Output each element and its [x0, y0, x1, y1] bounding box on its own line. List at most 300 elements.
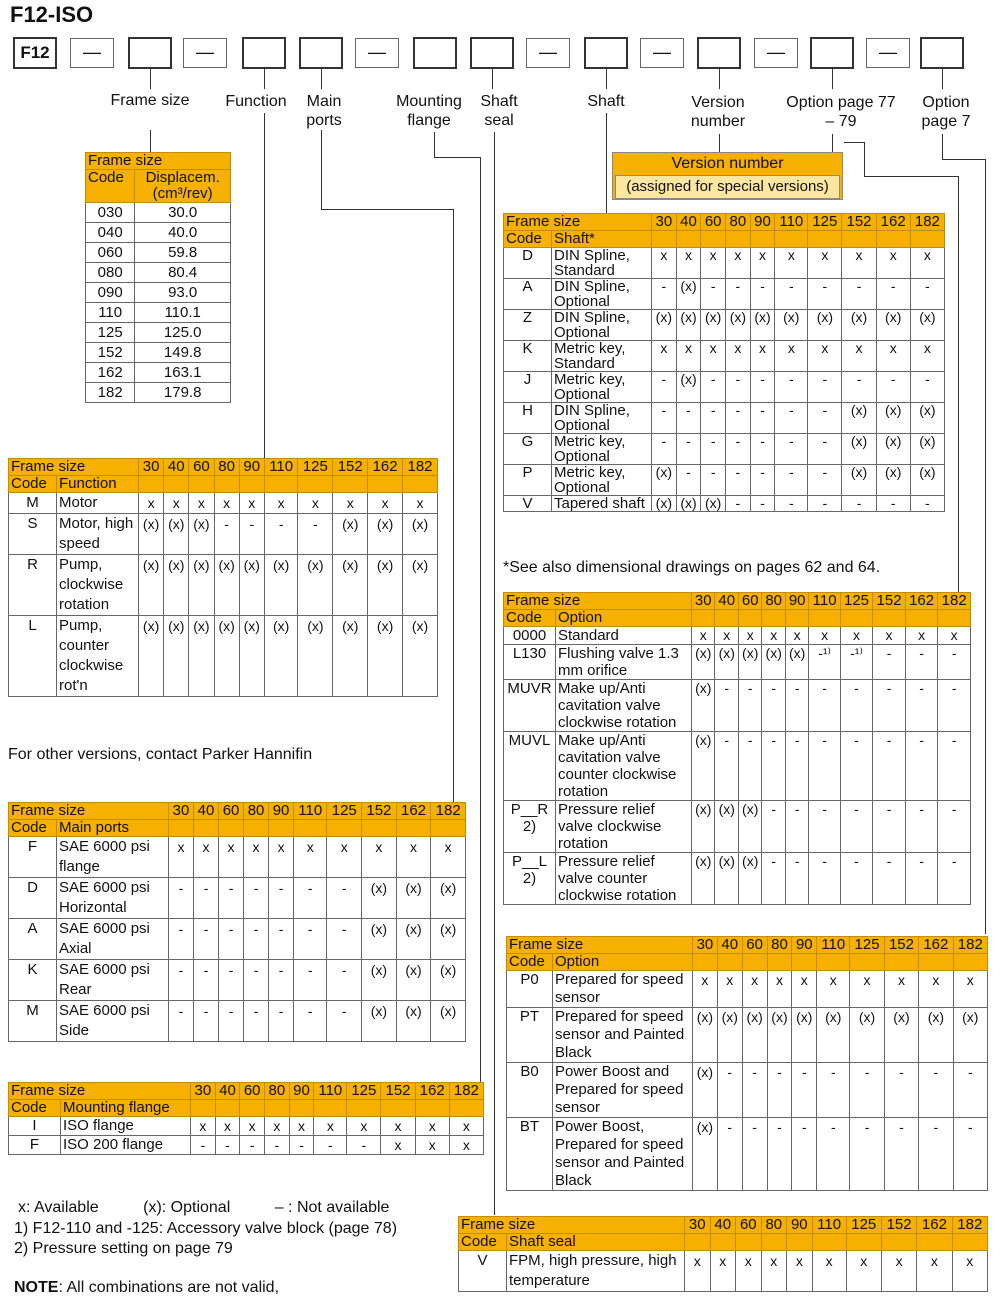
table-row — [9, 493, 438, 514]
row-value: - — [792, 1118, 817, 1191]
row-value: x — [189, 493, 214, 514]
size-header: 125 — [840, 593, 873, 610]
row-value: - — [842, 496, 876, 512]
row-value: x — [840, 627, 873, 645]
row-value: - — [817, 1118, 850, 1191]
row-value: x — [762, 627, 785, 645]
row-value: x — [219, 837, 244, 878]
row-value: x — [938, 627, 971, 645]
frame-table-title: Frame size — [86, 153, 231, 170]
row-value: (x) — [139, 555, 164, 616]
size-header: 182 — [403, 459, 438, 476]
row-value: (x) — [403, 616, 438, 697]
row-value: - — [919, 1063, 953, 1118]
row-value: -¹⁾ — [809, 645, 840, 680]
row-name: SAE 6000 psi Side — [57, 1001, 169, 1042]
row-value: - — [269, 878, 294, 919]
option2-table — [506, 936, 988, 1191]
table-row — [504, 627, 971, 645]
row-value: (x) — [692, 853, 715, 905]
row-value: x — [842, 341, 876, 372]
size-header: 162 — [919, 937, 953, 954]
size-header: 60 — [240, 1083, 265, 1100]
frame-row — [86, 203, 231, 223]
row-code: H — [504, 403, 552, 434]
size-header: 182 — [910, 214, 944, 231]
row-value: - — [785, 853, 808, 905]
row-value: - — [194, 919, 219, 960]
row-name: Standard — [556, 627, 692, 645]
table-row — [504, 853, 971, 905]
footnote-1: 1) F12-110 and -125: Accessory valve block (page 78) — [14, 1220, 398, 1237]
row-value: - — [905, 680, 938, 732]
frame-code: 125 — [86, 323, 135, 343]
frame-row — [86, 283, 231, 303]
row-value: - — [785, 680, 808, 732]
row-code: K — [504, 341, 552, 372]
option-header: Mounting flange — [61, 1100, 191, 1117]
table-row — [504, 372, 945, 403]
row-value: - — [169, 878, 194, 919]
legend-not-available: – : Not available — [274, 1199, 390, 1216]
row-value: - — [219, 878, 244, 919]
row-value: - — [808, 465, 842, 496]
size-header: 182 — [431, 803, 466, 820]
frame-displacement: 163.1 — [135, 363, 231, 383]
row-value: x — [169, 837, 194, 878]
option2-box — [920, 37, 964, 69]
row-value: - — [808, 496, 842, 512]
row-value: - — [775, 372, 808, 403]
row-value: - — [219, 1001, 244, 1042]
option1-table — [503, 592, 971, 905]
row-value: x — [787, 1251, 813, 1292]
page-title: F12-ISO — [10, 2, 94, 27]
frame-size-box — [128, 37, 172, 69]
row-value: - — [194, 878, 219, 919]
row-value: - — [808, 403, 842, 434]
contact-note: For other versions, contact Parker Hannifin — [8, 746, 313, 763]
size-header: 30 — [139, 459, 164, 476]
row-value: (x) — [431, 878, 466, 919]
dash-2: — — [183, 38, 227, 68]
frame-table-disp-header: Displacem. (cm³/rev) — [135, 170, 231, 203]
row-value: - — [775, 496, 808, 512]
row-value: - — [876, 279, 910, 310]
frame-row — [86, 383, 231, 403]
row-value: - — [265, 1136, 290, 1155]
row-value: (x) — [368, 616, 403, 697]
row-value: - — [294, 919, 327, 960]
row-value: x — [327, 837, 362, 878]
size-header: 125 — [808, 214, 842, 231]
row-value: x — [775, 248, 808, 279]
row-value: - — [809, 801, 840, 853]
size-header: 80 — [244, 803, 269, 820]
row-value: x — [919, 971, 953, 1008]
row-value: x — [194, 837, 219, 878]
option-header: Shaft seal — [507, 1234, 685, 1251]
row-name: Pump, clockwise rotation — [57, 555, 139, 616]
row-value: - — [938, 645, 971, 680]
row-value: - — [327, 878, 362, 919]
row-value: x — [240, 1117, 265, 1136]
row-value: (x) — [189, 555, 214, 616]
label-frame-size: Frame size — [110, 92, 190, 109]
row-value: x — [693, 971, 718, 1008]
row-value: x — [191, 1117, 216, 1136]
row-value: (x) — [876, 403, 910, 434]
row-code: Z — [504, 310, 552, 341]
size-header: 182 — [953, 937, 987, 954]
label-mounting-flange: Mounting flange — [396, 93, 462, 129]
row-value: (x) — [214, 616, 239, 697]
frame-displacement: 125.0 — [135, 323, 231, 343]
row-value: (x) — [808, 310, 842, 341]
size-header: 162 — [876, 214, 910, 231]
row-value: - — [873, 645, 906, 680]
row-value: x — [812, 1251, 846, 1292]
row-value: x — [905, 627, 938, 645]
row-value: (x) — [715, 645, 738, 680]
row-value: (x) — [692, 801, 715, 853]
option1-box — [810, 37, 854, 69]
row-name: Metric key, Optional — [552, 465, 652, 496]
size-header: 162 — [905, 593, 938, 610]
row-value: - — [742, 1063, 767, 1118]
row-value: - — [842, 372, 876, 403]
row-value: - — [884, 1118, 918, 1191]
row-name: Power Boost, Prepared for speed sensor and Painted Black — [553, 1118, 693, 1191]
row-value: (x) — [692, 680, 715, 732]
option-header: Option — [553, 954, 693, 971]
code-header: Code — [9, 820, 57, 837]
row-value: (x) — [775, 310, 808, 341]
table-row — [504, 310, 945, 341]
row-code: A — [9, 919, 57, 960]
row-value: (x) — [693, 1063, 718, 1118]
row-value: (x) — [368, 514, 403, 555]
row-value: - — [701, 279, 726, 310]
size-header: 60 — [738, 593, 761, 610]
row-value: x — [449, 1136, 483, 1155]
row-value: - — [938, 801, 971, 853]
row-value: - — [850, 1063, 884, 1118]
size-header: 60 — [219, 803, 244, 820]
size-header: 60 — [701, 214, 726, 231]
version-number-sub: (assigned for special versions) — [615, 175, 840, 199]
size-header: 90 — [792, 937, 817, 954]
table-row — [9, 960, 466, 1001]
row-value: - — [842, 279, 876, 310]
row-value: - — [652, 279, 677, 310]
row-value: - — [314, 1136, 347, 1155]
row-value: (x) — [652, 465, 677, 496]
row-value: (x) — [396, 919, 431, 960]
row-value: (x) — [884, 1008, 918, 1063]
table-row — [504, 465, 945, 496]
row-name: Prepared for speed sensor and Painted Black — [553, 1008, 693, 1063]
row-value: (x) — [403, 555, 438, 616]
size-header: 125 — [298, 459, 333, 476]
row-value: - — [676, 434, 701, 465]
frame-displacement: 110.1 — [135, 303, 231, 323]
row-value: x — [449, 1117, 483, 1136]
frame-size-label: Frame size — [459, 1217, 685, 1234]
row-value: - — [244, 960, 269, 1001]
row-value: x — [269, 837, 294, 878]
frame-code: 060 — [86, 243, 135, 263]
row-value: - — [817, 1063, 850, 1118]
row-value: (x) — [403, 514, 438, 555]
row-value: (x) — [762, 645, 785, 680]
size-header: 152 — [381, 1083, 415, 1100]
row-code: A — [504, 279, 552, 310]
row-value: - — [850, 1118, 884, 1191]
size-header: 162 — [396, 803, 431, 820]
size-header: 110 — [294, 803, 327, 820]
row-name: Make up/Anti cavitation valve clockwise rotation — [556, 680, 692, 732]
row-value: (x) — [164, 514, 189, 555]
row-value: - — [910, 496, 944, 512]
dash-1: — — [70, 38, 114, 68]
size-header: 110 — [264, 459, 298, 476]
row-value: x — [396, 837, 431, 878]
row-value: x — [139, 493, 164, 514]
row-value: - — [873, 680, 906, 732]
row-value: x — [164, 493, 189, 514]
row-value: (x) — [333, 616, 368, 697]
table-row — [504, 680, 971, 732]
row-value: x — [792, 971, 817, 1008]
row-value: (x) — [701, 496, 726, 512]
row-code: PT — [507, 1008, 553, 1063]
row-value: (x) — [692, 732, 715, 801]
footnote-2: 2) Pressure setting on page 79 — [14, 1240, 233, 1257]
table-row — [9, 555, 438, 616]
row-value: - — [792, 1063, 817, 1118]
row-value: - — [809, 853, 840, 905]
row-name: Metric key, Optional — [552, 372, 652, 403]
row-code: L130 — [504, 645, 556, 680]
row-value: - — [938, 732, 971, 801]
frame-row — [86, 223, 231, 243]
row-value: - — [873, 853, 906, 905]
row-value: (x) — [396, 1001, 431, 1042]
row-value: - — [938, 680, 971, 732]
row-value: x — [294, 837, 327, 878]
size-header: 80 — [761, 1217, 787, 1234]
row-value: (x) — [333, 514, 368, 555]
row-value: - — [750, 372, 775, 403]
size-header: 125 — [327, 803, 362, 820]
row-value: - — [327, 919, 362, 960]
row-code: K — [9, 960, 57, 1001]
code-header: Code — [504, 610, 556, 627]
table-row — [507, 1008, 988, 1063]
row-value: x — [738, 627, 761, 645]
row-name: DIN Spline, Standard — [552, 248, 652, 279]
size-header: 182 — [952, 1217, 987, 1234]
frame-row — [86, 243, 231, 263]
row-value: x — [761, 1251, 787, 1292]
row-value: - — [910, 372, 944, 403]
frame-displacement: 149.8 — [135, 343, 231, 363]
size-header: 40 — [194, 803, 219, 820]
table-row — [9, 616, 438, 697]
size-header: 30 — [693, 937, 718, 954]
row-value: (x) — [792, 1008, 817, 1063]
size-header: 30 — [652, 214, 677, 231]
table-row — [9, 1117, 484, 1136]
size-header: 90 — [239, 459, 264, 476]
row-value: - — [953, 1118, 987, 1191]
row-value: - — [269, 960, 294, 1001]
row-value: (x) — [842, 465, 876, 496]
row-value: - — [652, 403, 677, 434]
row-value: - — [269, 919, 294, 960]
row-value: (x) — [676, 279, 701, 310]
row-value: (x) — [652, 310, 677, 341]
row-code: 0000 — [504, 627, 556, 645]
size-header: 40 — [715, 593, 738, 610]
row-value: - — [873, 801, 906, 853]
row-name: DIN Spline, Optional — [552, 403, 652, 434]
frame-code: 182 — [86, 383, 135, 403]
row-value: - — [219, 960, 244, 1001]
row-value: - — [884, 1063, 918, 1118]
frame-code: 040 — [86, 223, 135, 243]
size-header: 80 — [214, 459, 239, 476]
table-row — [504, 645, 971, 680]
row-value: (x) — [842, 310, 876, 341]
row-value: - — [919, 1118, 953, 1191]
shaft-note: *See also dimensional drawings on pages 62 and 64. — [503, 559, 881, 576]
table-row — [9, 1136, 484, 1155]
row-value: - — [762, 801, 785, 853]
row-value: - — [244, 878, 269, 919]
row-value: - — [750, 496, 775, 512]
row-value: - — [701, 372, 726, 403]
row-code: P__L 2) — [504, 853, 556, 905]
size-header: 60 — [189, 459, 214, 476]
note-text: : All combinations are not valid, — [58, 1279, 280, 1296]
row-value: - — [215, 1136, 240, 1155]
size-header: 30 — [685, 1217, 711, 1234]
size-header: 125 — [347, 1083, 381, 1100]
frame-code: 090 — [86, 283, 135, 303]
row-value: - — [676, 465, 701, 496]
row-value: - — [298, 514, 333, 555]
row-value: x — [701, 248, 726, 279]
row-value: x — [850, 971, 884, 1008]
row-value: - — [750, 279, 775, 310]
legend-optional: (x): Optional — [143, 1199, 231, 1216]
row-name: ISO flange — [61, 1117, 191, 1136]
row-value: - — [327, 960, 362, 1001]
legend-available: x: Available — [18, 1199, 99, 1216]
row-value: - — [808, 279, 842, 310]
row-value: x — [415, 1117, 449, 1136]
row-value: (x) — [726, 310, 751, 341]
row-value: (x) — [693, 1008, 718, 1063]
row-value: (x) — [362, 878, 397, 919]
row-value: x — [736, 1251, 762, 1292]
row-value: (x) — [701, 310, 726, 341]
row-value: - — [244, 919, 269, 960]
row-value: (x) — [164, 555, 189, 616]
row-value: (x) — [842, 403, 876, 434]
table-row — [507, 1118, 988, 1191]
shaft-table — [503, 213, 945, 512]
row-value: (x) — [676, 310, 701, 341]
row-name: Flushing valve 1.3 mm orifice — [556, 645, 692, 680]
row-value: (x) — [214, 555, 239, 616]
row-value: x — [333, 493, 368, 514]
model-code-box: F12 — [13, 37, 57, 69]
row-value: (x) — [139, 616, 164, 697]
row-code: M — [9, 493, 57, 514]
size-header: 80 — [762, 593, 785, 610]
row-value: (x) — [738, 801, 761, 853]
row-value: (x) — [264, 616, 298, 697]
row-value: - — [701, 434, 726, 465]
row-code: B0 — [507, 1063, 553, 1118]
size-header: 30 — [169, 803, 194, 820]
row-value: (x) — [298, 555, 333, 616]
row-value: - — [244, 1001, 269, 1042]
row-name: Pressure relief valve counter clockwise rotation — [556, 853, 692, 905]
size-header: 162 — [415, 1083, 449, 1100]
frame-code: 080 — [86, 263, 135, 283]
row-value: - — [876, 496, 910, 512]
row-code: P0 — [507, 971, 553, 1008]
row-value: - — [742, 1118, 767, 1191]
row-value: x — [717, 971, 742, 1008]
row-value: - — [762, 732, 785, 801]
row-code: P — [504, 465, 552, 496]
row-value: - — [840, 732, 873, 801]
row-value: - — [169, 919, 194, 960]
row-value: - — [294, 878, 327, 919]
row-name: Power Boost and Prepared for speed sensor — [553, 1063, 693, 1118]
row-value: x — [381, 1136, 415, 1155]
dash-5: — — [640, 38, 684, 68]
frame-displacement: 59.8 — [135, 243, 231, 263]
row-value: - — [219, 919, 244, 960]
version-number-title: Version number — [671, 155, 784, 172]
row-value: - — [289, 1136, 314, 1155]
row-value: x — [808, 341, 842, 372]
size-header: 125 — [850, 937, 884, 954]
row-name: SAE 6000 psi Rear — [57, 960, 169, 1001]
row-value: x — [215, 1117, 240, 1136]
row-value: - — [775, 434, 808, 465]
row-value: x — [403, 493, 438, 514]
row-value: - — [726, 372, 751, 403]
row-value: - — [750, 465, 775, 496]
table-row — [504, 732, 971, 801]
label-option2: Option page 7 — [921, 94, 971, 130]
label-shaft-seal: Shaft seal — [480, 93, 518, 129]
row-value: x — [873, 627, 906, 645]
row-code: D — [504, 248, 552, 279]
row-value: (x) — [910, 465, 944, 496]
size-header: 152 — [333, 459, 368, 476]
row-value: (x) — [298, 616, 333, 697]
row-value: - — [701, 465, 726, 496]
dash-7: — — [866, 38, 910, 68]
